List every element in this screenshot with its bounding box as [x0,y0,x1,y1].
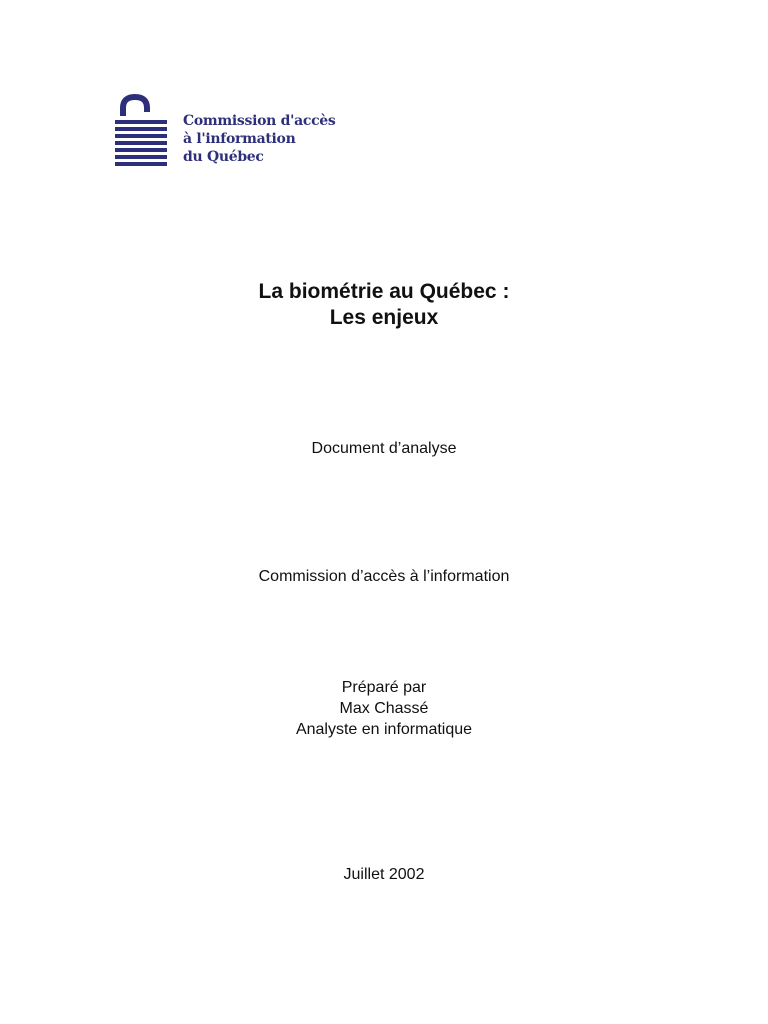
open-padlock-icon [113,94,169,168]
commission-logo [113,94,353,174]
logo-line-2: à l'information [183,131,296,147]
logo-wordmark [183,112,335,166]
author-name: Max Chassé [339,700,429,717]
document-type: Document d’analyse [311,440,457,457]
author-role: Analyste en informatique [295,721,473,738]
publication-date: Juillet 2002 [343,866,425,883]
title-line-1: La biométrie au Québec : [258,280,510,303]
prepared-by-label: Préparé par [341,679,427,696]
title-line-2: Les enjeux [329,306,439,329]
logo-line-1: Commission d'accès [183,113,336,129]
prepared-by-block [0,677,768,740]
organization-name: Commission d’accès à l’information [258,568,510,585]
logo-line-3: du Québec [183,149,264,165]
document-title [0,279,768,331]
